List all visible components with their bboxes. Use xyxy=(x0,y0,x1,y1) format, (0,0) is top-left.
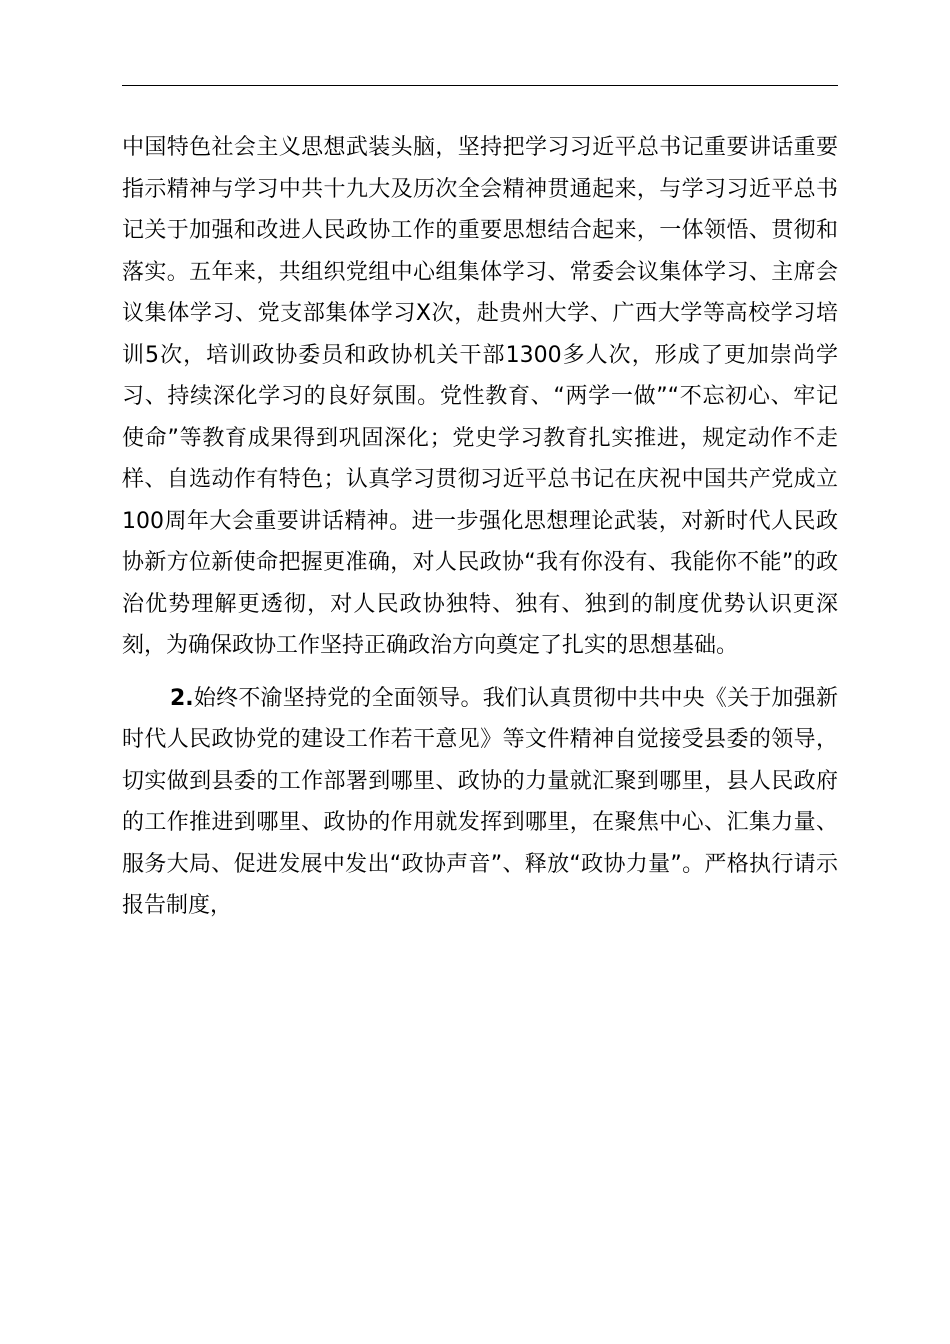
paragraph-2 xyxy=(122,678,838,927)
paragraph-1: 中国特色社会主义思想武装头脑，坚持把学习习近平总书记重要讲话重要指示精神与学习中共十九大及历次全会精神贯通起来，与学习习近平总书记关于加强和改进人民政协工作的重要思想结合起来，一体领悟、贯彻和落实。五年来，共组织党组中心组集体学习、常委会议集体学习、主席会议集体学习、党支部集体学习X次，赴贵州大学、广西大学等高校学习培训5次，培训政协委员和政协机关干部1300多人次，形成了更加崇尚学习、持续深化学习的良好氛围。党性教育、“两学一做”“不忘初心、牢记使命”等教育成果得到巩固深化；党史学习教育扎实推进，规定动作不走样、自选动作有特色；认真学习贯彻习近平总书记在庆祝中国共产党成立100周年大会重要讲话精神。进一步强化思想理论武装，对新时代人民政协新方位新使命把握更准确，对人民政协“我有你没有、我能你不能”的政治优势理解更透彻，对人民政协独特、独有、独到的制度优势认识更深刻，为确保政协工作坚持正确政治方向奠定了扎实的思想基础。 xyxy=(122,135,838,658)
document-body xyxy=(122,127,838,927)
header-rule xyxy=(122,85,838,86)
paragraph-2-text: 始终不渝坚持党的全面领导。我们认真贯彻中共中央《关于加强新时代人民政协党的建设工作若干意见》等文件精神自觉接受县委的领导，切实做到县委的工作部署到哪里、政协的力量就汇聚到哪里，县人民政府的工作推进到哪里、政协的作用就发挥到哪里，在聚焦中心、汇集力量、服务大局、促进发展中发出“政协声音”、释放“政协力量”。严格执行请示报告制度， xyxy=(122,685,838,918)
paragraph-2-number: 2. xyxy=(170,685,194,711)
